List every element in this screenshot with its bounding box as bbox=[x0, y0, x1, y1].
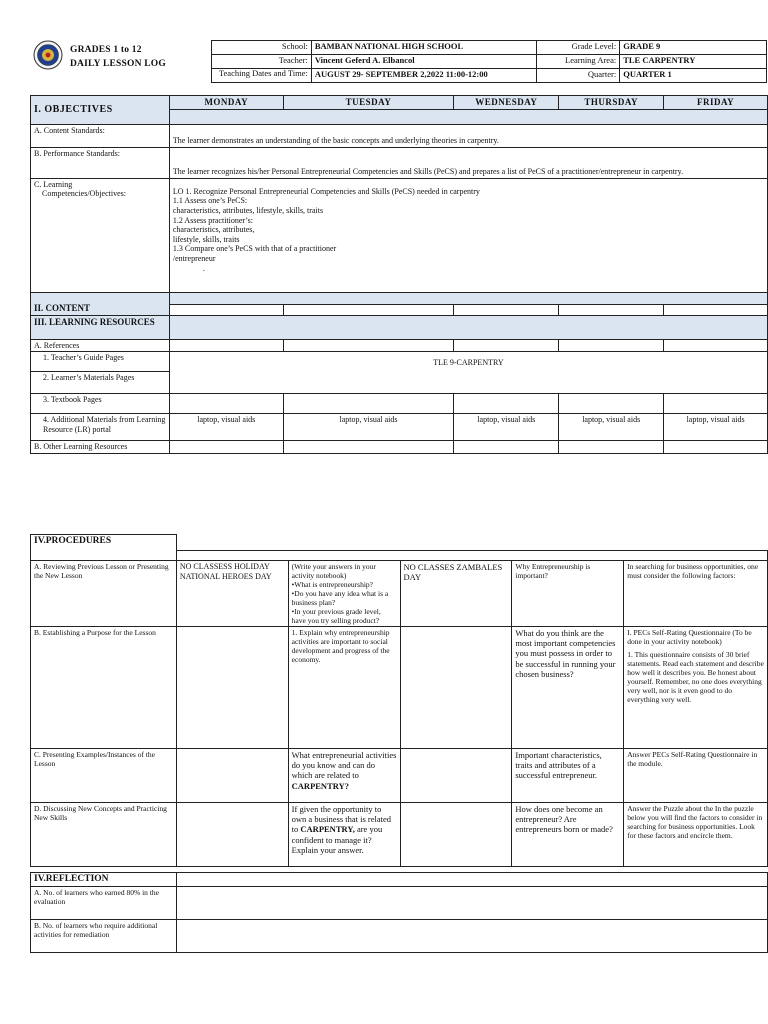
c-thursday: Important characteristics, traits and attributes of a successful entrepreneur. bbox=[512, 749, 624, 803]
grade-level-value: GRADE 9 bbox=[620, 41, 767, 55]
content-tuesday bbox=[283, 304, 454, 315]
procedures-table bbox=[30, 534, 768, 867]
deped-seal-icon bbox=[33, 40, 63, 70]
additional-materials-label: 4. Additional Materials from Learning Resource (LR) portal bbox=[31, 414, 170, 441]
objectives-band bbox=[169, 109, 767, 124]
tle-carpentry-text: TLE 9-CARPENTRY bbox=[169, 352, 767, 394]
content-monday bbox=[169, 304, 283, 315]
title-line-1: GRADES 1 to 12 bbox=[70, 45, 142, 55]
learning-area-value: TLE CARPENTRY bbox=[620, 55, 767, 69]
c-tuesday bbox=[288, 749, 400, 803]
a-tuesday-line: •Do you have any idea what is a business plan? bbox=[291, 589, 389, 607]
days-header-row bbox=[31, 96, 768, 110]
teacher-label: Teacher: bbox=[212, 55, 312, 69]
d-friday: Answer the Puzzle about the In the puzzle below you will find the factors to consider in searching for business opportunities. Look for these factors and encircle them. bbox=[624, 803, 768, 867]
a-tuesday-line: (Write your answers in your activity notebook) bbox=[291, 562, 376, 580]
school-value: BAMBAN NATIONAL HIGH SCHOOL bbox=[311, 41, 537, 55]
b-friday bbox=[624, 627, 768, 749]
content-band bbox=[169, 292, 767, 304]
materials-monday: laptop, visual aids bbox=[169, 414, 283, 441]
reflection-b-label: B. No. of learners who require additional activities for remediation bbox=[31, 920, 177, 953]
competency-line: 1.2 Assess practitioner’s: bbox=[172, 215, 253, 225]
quarter-value: QUARTER 1 bbox=[620, 69, 767, 83]
learners-materials-label: 2. Learner’s Materials Pages bbox=[31, 372, 170, 394]
resources-band bbox=[169, 315, 767, 339]
materials-wednesday: laptop, visual aids bbox=[454, 414, 559, 441]
d-tuesday bbox=[288, 803, 400, 867]
presenting-examples-label: C. Presenting Examples/Instances of the Lesson bbox=[31, 749, 177, 803]
reflection-heading: IV.REFLECTION bbox=[31, 873, 177, 887]
reflection-a-label: A. No. of learners who earned 80% in the evaluation bbox=[31, 887, 177, 920]
competencies-label-line2: Competencies/Objectives: bbox=[42, 189, 126, 199]
reviewing-lesson-label: A. Reviewing Previous Lesson or Presenting the New Lesson bbox=[31, 561, 177, 627]
b-tuesday: 1. Explain why entrepreneurship activities are important to social development and progress of the economy. bbox=[288, 627, 400, 749]
day-friday: FRIDAY bbox=[664, 96, 768, 110]
reflection-table bbox=[30, 872, 768, 953]
reflection-b-value bbox=[176, 920, 767, 953]
competency-line: 1.1 Assess one’s PeCS: bbox=[172, 196, 248, 206]
competency-line: LO 1. Recognize Personal Entrepreneurial Competencies and Skills (PeCS) needed in carpentry bbox=[172, 186, 480, 196]
content-wednesday bbox=[454, 304, 559, 315]
day-tuesday: TUESDAY bbox=[283, 96, 454, 110]
teachers-guide-label: 1. Teacher’s Guide Pages bbox=[31, 352, 170, 372]
teacher-value: Vincent Geferd A. Elbancol bbox=[311, 55, 537, 69]
school-label: School: bbox=[212, 41, 312, 55]
competency-line: 1.3 Compare one’s PeCS with that of a practitioner bbox=[172, 244, 337, 254]
teaching-dates-value: AUGUST 29- SEPTEMBER 2,2022 11:00-12:00 bbox=[311, 69, 537, 83]
a-thursday: Why Entrepreneurship is important? bbox=[512, 561, 624, 627]
learning-area-label: Learning Area: bbox=[537, 55, 620, 69]
d-thursday: How does one become an entrepreneur? Are entrepreneurs born or made? bbox=[512, 803, 624, 867]
competencies-text bbox=[169, 178, 767, 292]
b-friday-title: I. PECs Self-Rating Questionnaire (To be done in your activity notebook) bbox=[627, 628, 752, 646]
a-tuesday bbox=[288, 561, 400, 627]
lesson-plan-table bbox=[30, 95, 768, 454]
content-thursday bbox=[559, 304, 664, 315]
title-line-2: DAILY LESSON LOG bbox=[70, 58, 166, 69]
content-friday bbox=[664, 304, 768, 315]
b-friday-body: 1. This questionnaire consists of 30 brief statements. Read each statement and describe how well it describes you. Be honest about yourself. Remember, no one does everything very well, nor is it even good to do everything very well. bbox=[627, 650, 764, 704]
procedures-heading: IV.PROCEDURES bbox=[31, 535, 177, 551]
reflection-a-value bbox=[176, 887, 767, 920]
b-thursday: What do you think are the most important competencies you must possess in order to be successful in running your chosen business? bbox=[512, 627, 624, 749]
day-monday: MONDAY bbox=[169, 96, 283, 110]
textbook-pages-label: 3. Textbook Pages bbox=[31, 394, 170, 414]
a-monday: NO CLASSESS HOLIDAY NATIONAL HEROES DAY bbox=[176, 561, 288, 627]
competency-line: characteristics, attributes, bbox=[172, 225, 255, 235]
teaching-dates-label: Teaching Dates and Time: bbox=[212, 69, 312, 83]
a-wednesday: NO CLASSES ZAMBALES DAY bbox=[400, 561, 512, 627]
document-title bbox=[70, 44, 166, 72]
competency-line: lifestyle, skills, traits bbox=[172, 234, 240, 244]
competencies-label bbox=[31, 178, 170, 292]
materials-thursday: laptop, visual aids bbox=[559, 414, 664, 441]
objectives-heading: I. OBJECTIVES bbox=[31, 96, 170, 125]
d-tuesday-bold: CARPENTRY, bbox=[300, 824, 355, 835]
competencies-label-line1: C. Learning bbox=[34, 179, 73, 189]
references-label: A. References bbox=[31, 339, 170, 352]
d-tuesday-text-2: are you confident to manage it? Explain your answer. bbox=[291, 824, 383, 855]
quarter-label: Quarter: bbox=[537, 69, 620, 83]
other-resources-label: B. Other Learning Resources bbox=[31, 441, 170, 454]
performance-standards-text: The learner recognizes his/her Personal Entrepreneurial Competencies and Skills (PeCS) and prepares a list of PeCS of a practitioner/entrepreneur in carpentry. bbox=[169, 147, 767, 178]
content-standards-text: The learner demonstrates an understanding of the basic concepts and underlying theories in carpentry. bbox=[169, 124, 767, 147]
performance-standards-label: B. Performance Standards: bbox=[31, 147, 170, 178]
establishing-purpose-label: B. Establishing a Purpose for the Lesson bbox=[31, 627, 177, 749]
a-tuesday-line: •What is entrepreneurship? bbox=[291, 580, 373, 589]
c-friday: Answer PECs Self-Rating Questionnaire in the module. bbox=[624, 749, 768, 803]
content-heading: II. CONTENT bbox=[31, 292, 170, 315]
competency-line: . bbox=[202, 263, 205, 273]
content-standards-label: A. Content Standards: bbox=[31, 124, 170, 147]
discussing-concepts-label: D. Discussing New Concepts and Practicing New Skills bbox=[31, 803, 177, 867]
c-tuesday-text: What entrepreneurial activities do you know and can do which are related to bbox=[291, 750, 397, 781]
a-tuesday-line: •In your previous grade level, have you try selling product? bbox=[291, 607, 381, 625]
c-tuesday-bold: CARPENTRY? bbox=[291, 780, 349, 791]
materials-friday: laptop, visual aids bbox=[664, 414, 768, 441]
competency-line: characteristics, attributes, lifestyle, skills, traits bbox=[172, 205, 324, 215]
d-tuesday-text: If given the opportunity to own a business that is related to bbox=[291, 804, 392, 835]
header-info-table bbox=[211, 40, 767, 83]
competency-line: /entrepreneur bbox=[172, 253, 216, 263]
learning-resources-heading: III. LEARNING RESOURCES bbox=[31, 315, 170, 339]
day-thursday: THURSDAY bbox=[559, 96, 664, 110]
materials-tuesday: laptop, visual aids bbox=[283, 414, 454, 441]
a-friday: In searching for business opportunities, one must consider the following factors: bbox=[624, 561, 768, 627]
day-wednesday: WEDNESDAY bbox=[454, 96, 559, 110]
grade-level-label: Grade Level: bbox=[537, 41, 620, 55]
